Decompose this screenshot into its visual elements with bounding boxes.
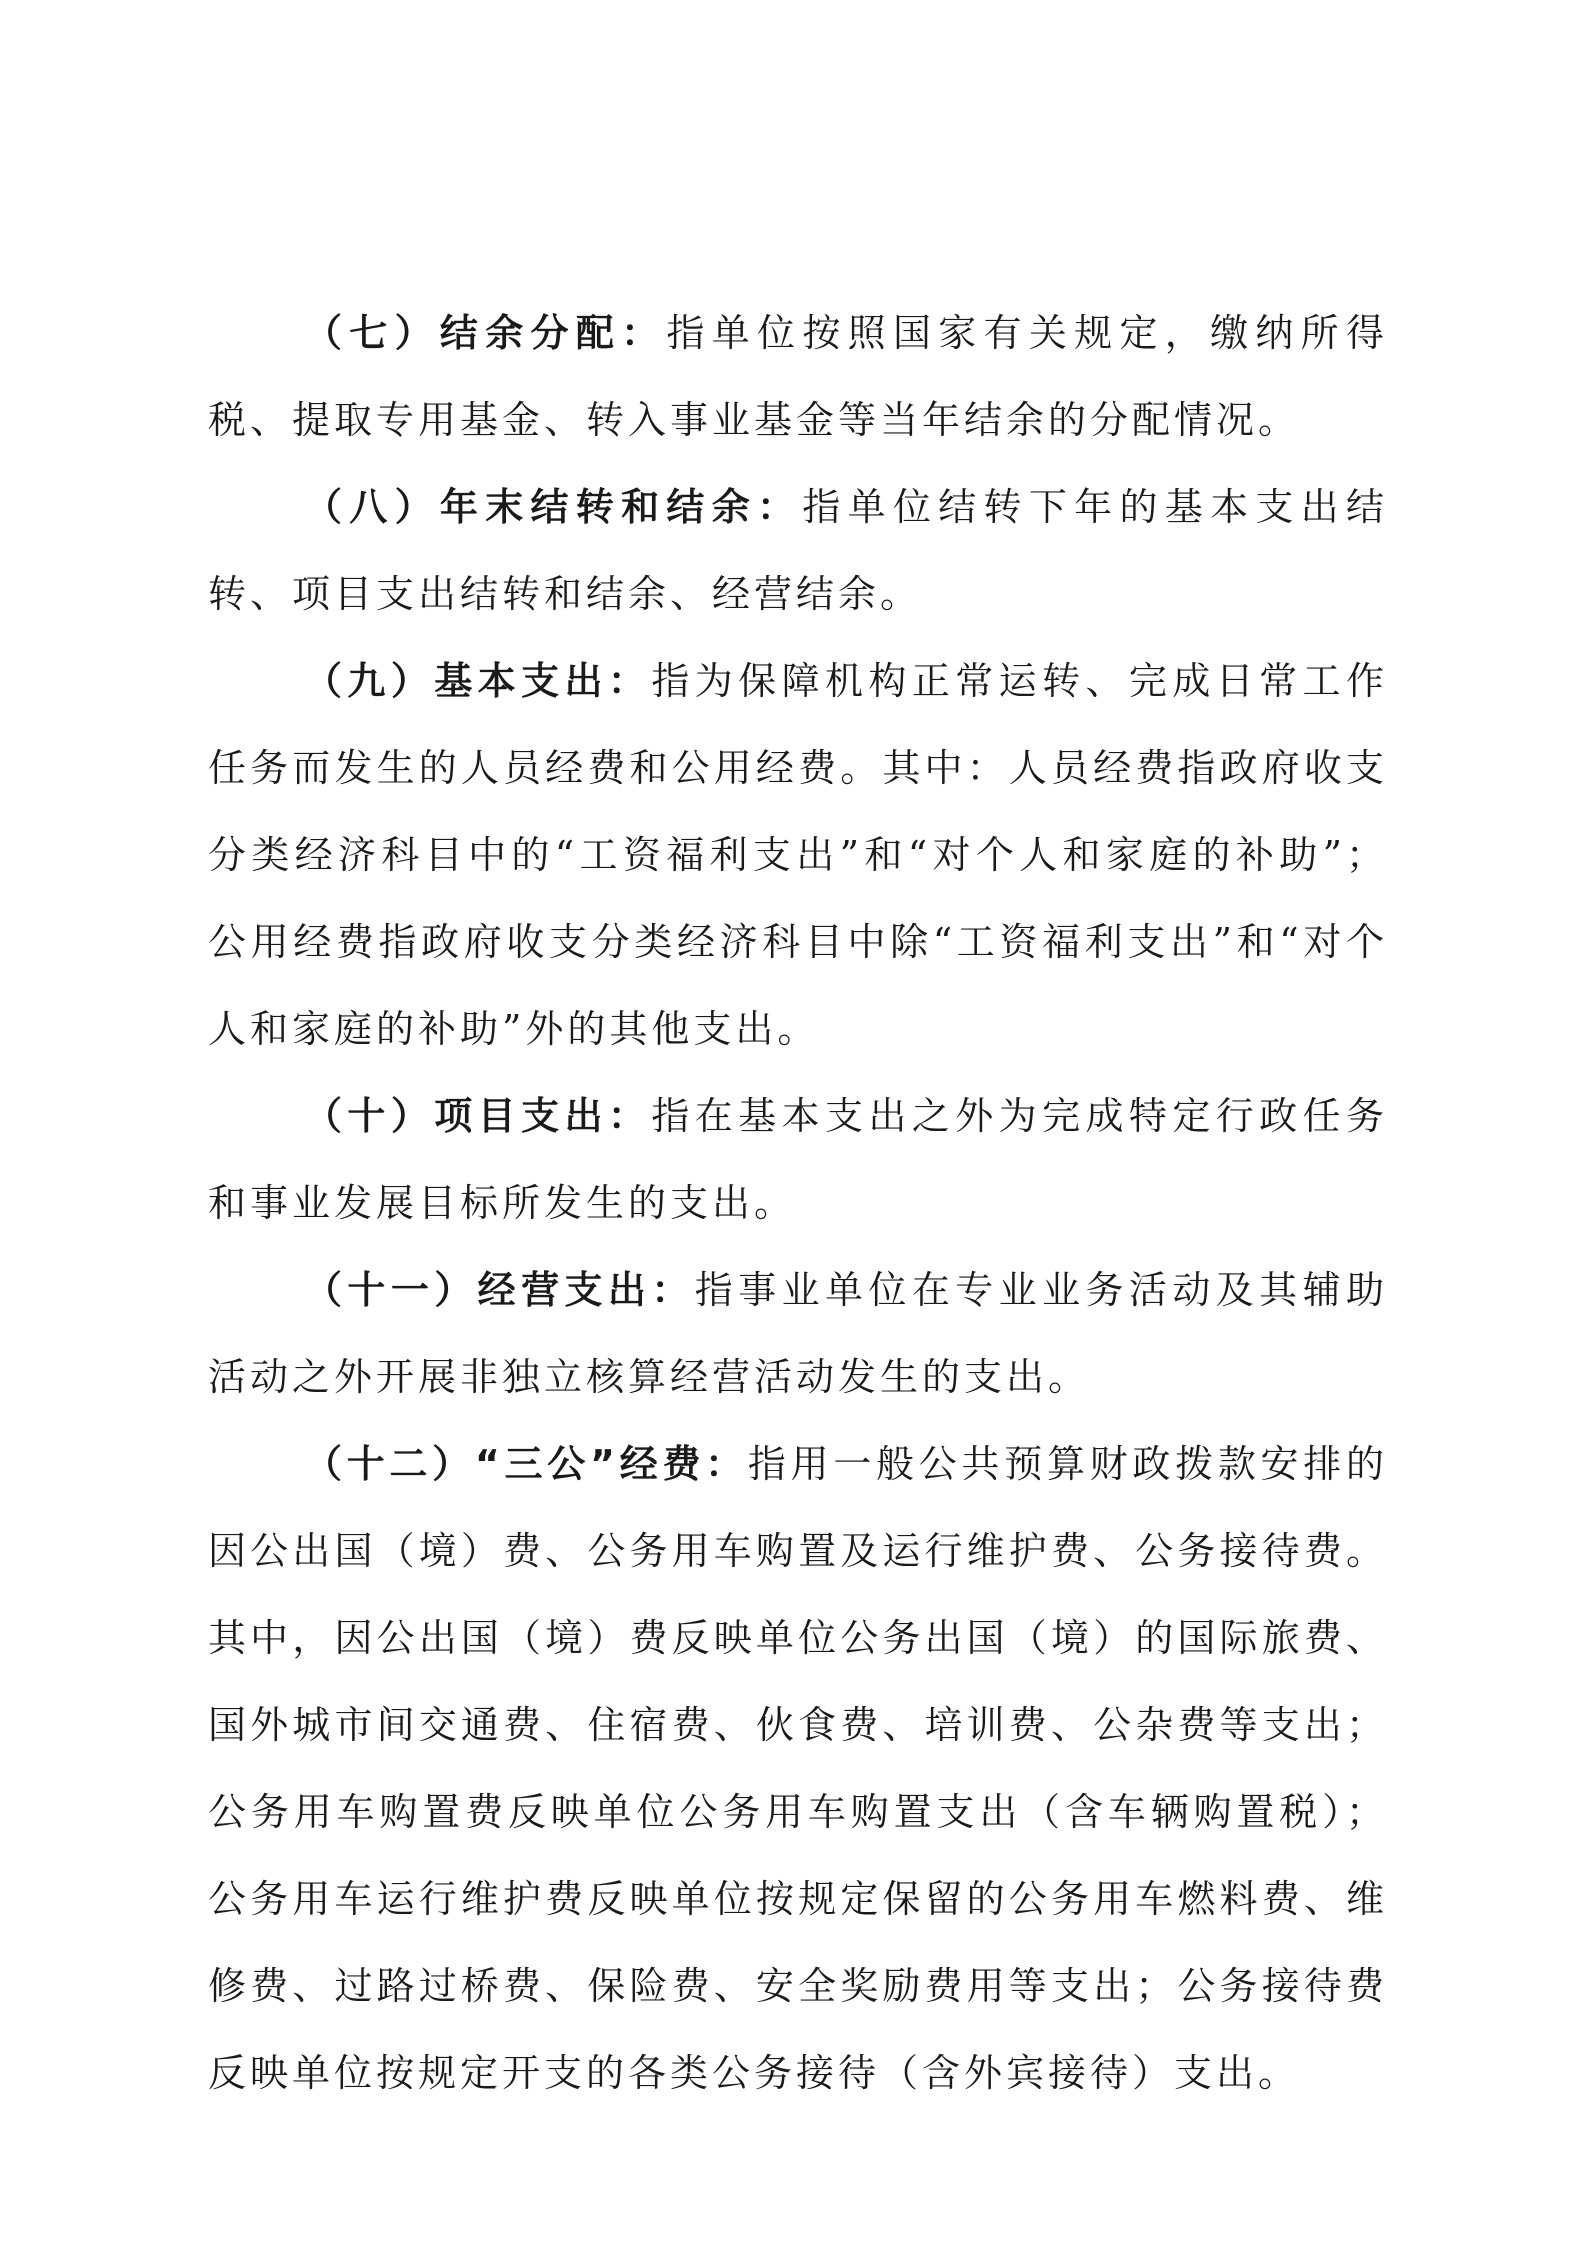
paragraph-text: 指为保障机构正常运转、完成日常工作任务而发生的人员经费和公用经费。其中：人员经费指政府收支分类经济科目中的“工资福利支出”和“对个人和家庭的补助”；公用经费指政府收支分类经济科目中除“工资福利支出”和“对个人和家庭的补助”外的其他支出。 — [208, 659, 1388, 1051]
paragraph-12 — [208, 1421, 1388, 2117]
term-heading: （十）项目支出： — [304, 1094, 652, 1138]
paragraph-text: 指用一般公共预算财政拨款安排的因公出国（境）费、公务用车购置及运行维护费、公务接待费。其中，因公出国（境）费反映单位公务出国（境）的国际旅费、国外城市间交通费、住宿费、伙食费、培训费、公杂费等支出；公务用车购置费反映单位公务用车购置支出（含车辆购置税）；公务用车运行维护费反映单位按规定保留的公务用车燃料费、维修费、过路过桥费、保险费、安全奖励费用等支出；公务接待费反映单位按规定开支的各类公务接待（含外宾接待）支出。 — [208, 1442, 1388, 2095]
paragraph-9 — [208, 638, 1388, 1073]
paragraph-10 — [208, 1073, 1388, 1247]
term-heading: （八）年末结转和结余： — [304, 485, 803, 529]
term-heading: （十二）“三公”经费： — [304, 1442, 748, 1486]
paragraph-7 — [208, 290, 1388, 464]
document-body — [208, 290, 1388, 2117]
paragraph-8 — [208, 464, 1388, 638]
paragraph-text: 指在基本支出之外为完成特定行政任务和事业发展目标所发生的支出。 — [208, 1094, 1388, 1225]
term-heading: （九）基本支出： — [304, 659, 652, 703]
term-heading: （七）结余分配： — [304, 311, 667, 355]
paragraph-11 — [208, 1247, 1388, 1421]
paragraph-text: 指事业单位在专业业务活动及其辅助活动之外开展非独立核算经营活动发生的支出。 — [208, 1268, 1388, 1399]
paragraph-text: 指单位结转下年的基本支出结转、项目支出结转和结余、经营结余。 — [208, 485, 1388, 616]
paragraph-text: 指单位按照国家有关规定，缴纳所得税、提取专用基金、转入事业基金等当年结余的分配情况。 — [208, 311, 1388, 442]
term-heading: （十一）经营支出： — [304, 1268, 695, 1312]
